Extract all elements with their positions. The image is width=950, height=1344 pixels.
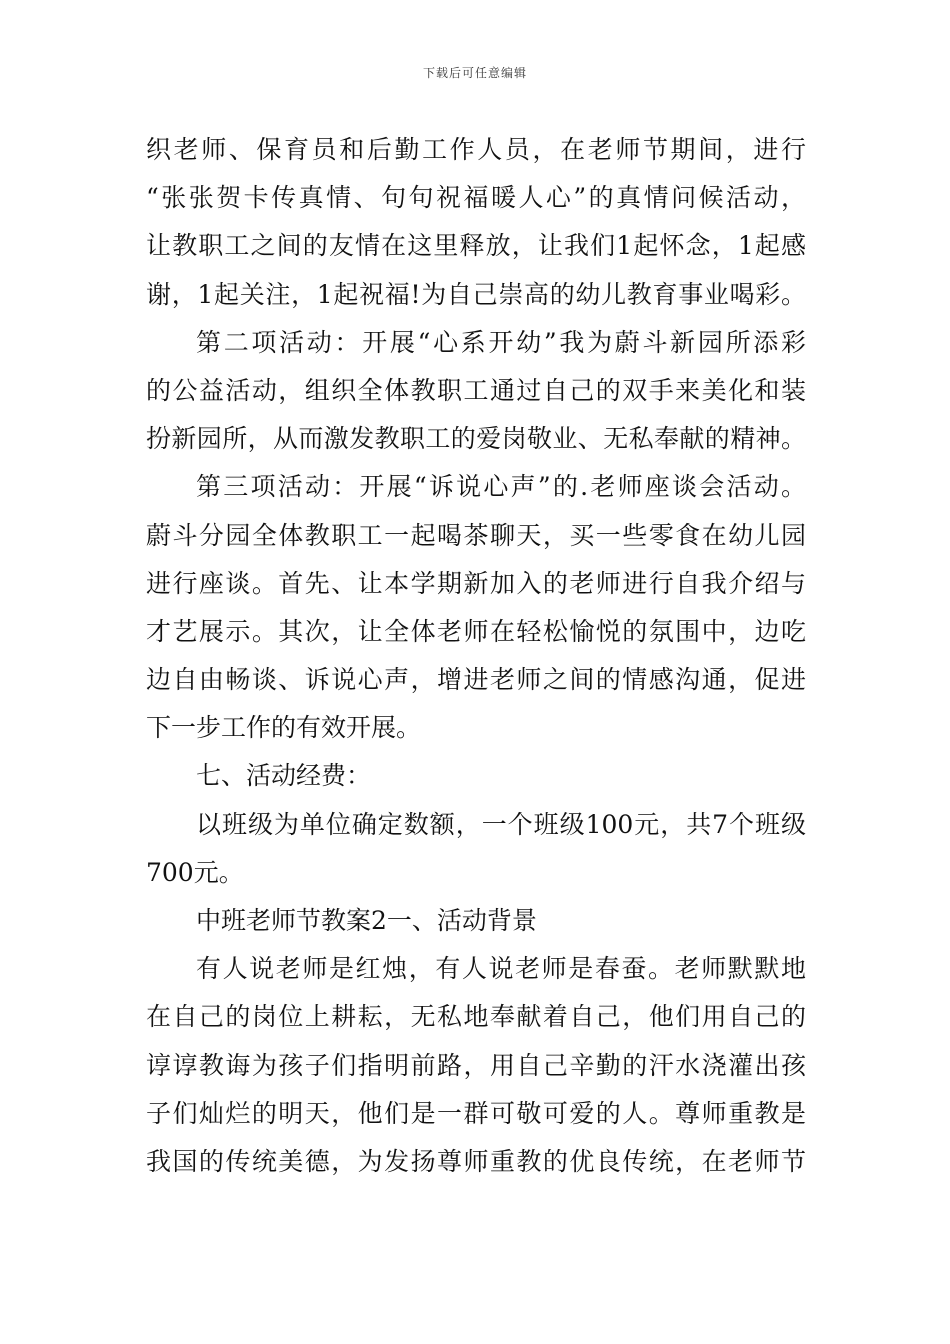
body-line-4: 谢，1起关注，1起祝福!为自己崇高的幼儿教育事业喝彩。: [146, 279, 806, 309]
body-line-15: 以班级为单位确定数额，一个班级100元，共7个班级: [196, 809, 806, 839]
section-heading-funding: 七、活动经费：: [196, 761, 372, 791]
body-line-8: 第三项活动：开展“诉说心声”的.老师座谈会活动。: [196, 472, 806, 502]
body-line-1: 织老师、保育员和后勤工作人员，在老师节期间，进行: [146, 135, 806, 164]
body-line-22: 我国的传统美德，为发扬尊师重教的优良传统，在老师节: [146, 1146, 806, 1176]
body-line-11: 才艺展示。其次，让全体老师在轻松愉悦的氛围中，边吃: [146, 616, 806, 646]
body-line-6: 的公益活动，组织全体教职工通过自己的双手来美化和装: [146, 375, 806, 405]
body-line-2: “张张贺卡传真情、句句祝福暖人心”的真情问候活动，: [146, 183, 806, 213]
body-line-16: 700元。: [146, 857, 244, 887]
document-body: [146, 126, 806, 1186]
body-line-13: 下一步工作的有效开展。: [146, 713, 422, 743]
body-line-5: 第二项活动：开展“心系开幼”我为蔚斗新园所添彩: [196, 327, 806, 357]
body-line-12: 边自由畅谈、诉说心声，增进老师之间的情感沟通，促进: [146, 665, 806, 695]
page-header-note: 下载后可任意编辑: [422, 66, 527, 80]
body-line-21: 子们灿烂的明天，他们是一群可敬可爱的人。尊师重教是: [146, 1098, 806, 1128]
body-line-19: 在自己的岗位上耕耘，无私地奉献着自己，他们用自己的: [146, 1002, 806, 1032]
body-line-20: 谆谆教诲为孩子们指明前路，用自己辛勤的汗水浇灌出孩: [146, 1050, 806, 1080]
body-line-9: 蔚斗分园全体教职工一起喝茶聊天，买一些零食在幼儿园: [146, 520, 806, 550]
body-line-18: 有人说老师是红烛，有人说老师是春蚕。老师默默地: [196, 954, 806, 984]
body-line-10: 进行座谈。首先、让本学期新加入的老师进行自我介绍与: [146, 568, 806, 598]
body-line-3: 让教职工之间的友情在这里释放，让我们1起怀念，1起感: [146, 231, 806, 261]
section-heading-background: 中班老师节教案2一、活动背景: [196, 906, 537, 935]
body-line-7: 扮新园所，从而激发教职工的爱岗敬业、无私奉献的精神。: [146, 424, 806, 454]
